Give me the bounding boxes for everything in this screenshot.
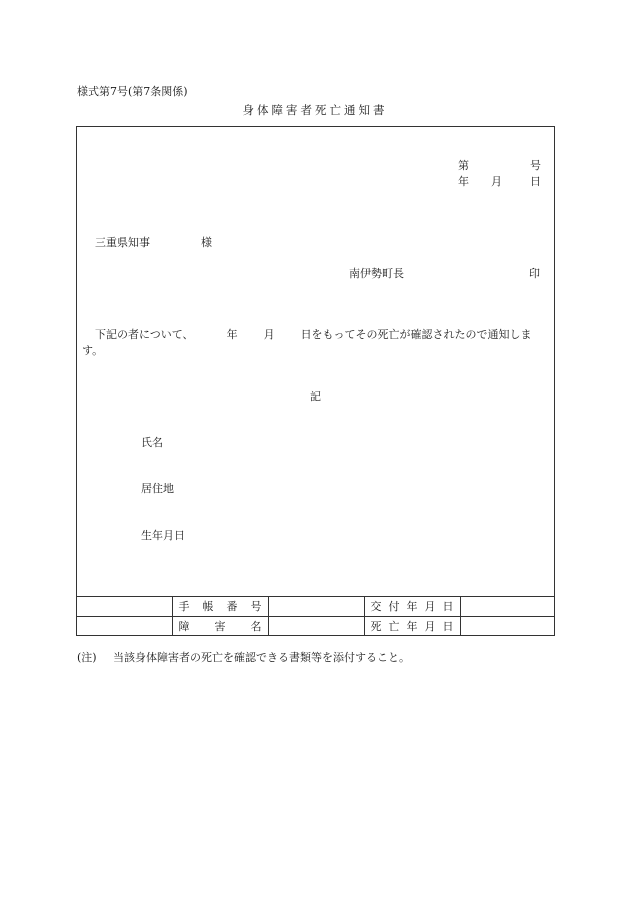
form-number: 様式第7号(第7条関係)	[77, 85, 188, 98]
info-table	[77, 596, 554, 636]
body-part2: 日をもってその死亡が確認されたので通知しま	[300, 328, 532, 341]
document-title: 身体障害者死亡通知書	[242, 103, 388, 117]
field-name-label: 氏名	[141, 436, 163, 449]
table-row	[77, 597, 554, 617]
addressee-honorific: 様	[201, 236, 212, 249]
issue-date-label: 交 付 年 月 日	[364, 597, 460, 617]
sender-seal: 印	[529, 267, 540, 280]
issue-number-suffix: 号	[530, 159, 541, 172]
date-year-label: 年	[458, 175, 469, 188]
body-month: 月	[263, 328, 275, 341]
issue-number-prefix: 第	[458, 159, 469, 172]
note-prefix: (注)	[77, 651, 97, 664]
body-year: 年	[226, 328, 238, 341]
note-text: 当該身体障害者の死亡を確認できる書類等を添付すること。	[113, 651, 410, 664]
death-date-field	[460, 617, 554, 637]
date-day-label: 日	[530, 175, 541, 188]
issue-date-field	[460, 597, 554, 617]
table-cell-blank	[77, 617, 172, 637]
table-cell-blank	[77, 597, 172, 617]
handbook-number-label: 手 帳 番 号	[172, 597, 268, 617]
body-part1: 下記の者について、	[95, 328, 194, 341]
handbook-number-field	[268, 597, 364, 617]
sender-title: 南伊勢町長	[349, 267, 404, 280]
body-continuation: す。	[82, 344, 104, 357]
field-birthdate-label: 生年月日	[141, 529, 185, 542]
disability-name-field	[268, 617, 364, 637]
field-address-label: 居住地	[141, 482, 174, 495]
ki-heading: 記	[310, 390, 321, 403]
body-text	[95, 329, 532, 340]
form-frame	[76, 126, 555, 636]
disability-name-label: 障 害 名	[172, 617, 268, 637]
addressee-name: 三重県知事	[95, 236, 150, 249]
death-date-label: 死 亡 年 月 日	[364, 617, 460, 637]
date-month-label: 月	[491, 175, 502, 188]
table-row	[77, 617, 554, 637]
